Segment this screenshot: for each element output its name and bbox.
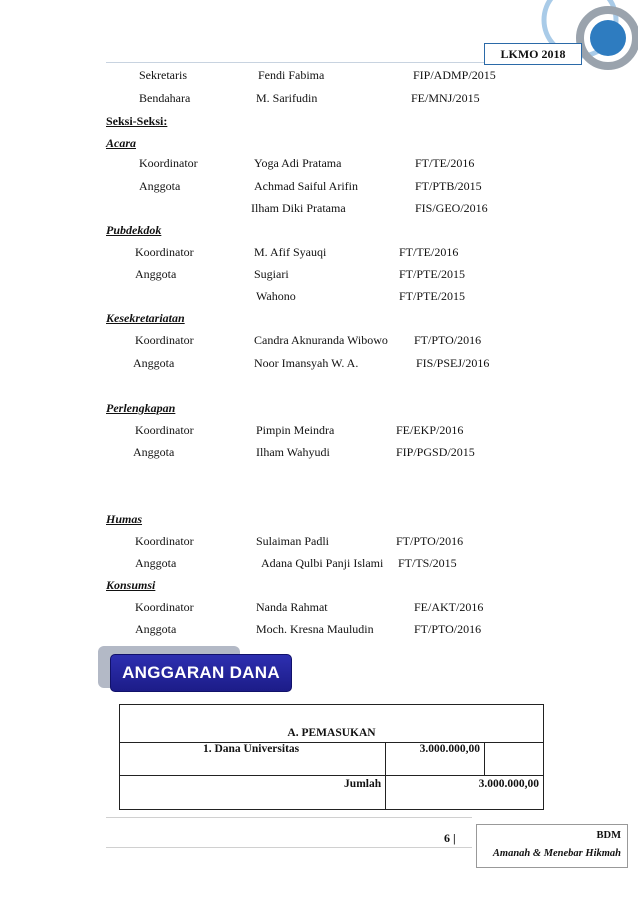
unit: FIP/ADMP/2015 xyxy=(413,68,496,82)
name: Sulaiman Padli xyxy=(256,534,329,548)
header-badge: LKMO 2018 xyxy=(484,43,582,65)
table-row xyxy=(120,776,544,810)
role: Sekretaris xyxy=(139,68,187,82)
empty-cell xyxy=(485,743,544,776)
member-row xyxy=(0,556,638,576)
name: Moch. Kresna Mauludin xyxy=(256,622,374,636)
unit: FT/PTE/2015 xyxy=(399,267,466,281)
unit: FT/PTB/2015 xyxy=(415,179,482,193)
member-row xyxy=(0,245,638,265)
member-row xyxy=(0,356,638,376)
unit: FIP/PGSD/2015 xyxy=(396,445,475,459)
footer-rule xyxy=(106,817,472,818)
member-row xyxy=(0,156,638,176)
role: Anggota xyxy=(135,622,177,636)
footer-box xyxy=(476,824,628,868)
section-title-perlengkapan: Perlengkapan xyxy=(106,401,176,415)
budget-table xyxy=(119,704,544,810)
section-title-kesekretariatan: Kesekretariatan xyxy=(106,311,185,325)
name: M. Sarifudin xyxy=(256,91,318,105)
unit: FT/PTE/2015 xyxy=(399,289,466,303)
committee-row xyxy=(0,91,638,111)
name: M. Afif Syauqi xyxy=(254,245,327,259)
name: Ilham Wahyudi xyxy=(256,445,330,459)
unit: FT/PTO/2016 xyxy=(396,534,464,548)
total-value: 3.000.000,00 xyxy=(386,776,544,810)
unit: FT/PTO/2016 xyxy=(414,622,482,636)
unit: FT/TE/2016 xyxy=(415,156,475,170)
role: Koordinator xyxy=(135,245,194,259)
role: Anggota xyxy=(135,556,177,570)
name: Fendi Fabima xyxy=(258,68,325,82)
role: Koordinator xyxy=(135,423,194,437)
name: Wahono xyxy=(256,289,296,303)
table-row xyxy=(120,743,544,776)
member-row xyxy=(0,289,638,309)
member-row xyxy=(0,333,638,353)
section-title-humas: Humas xyxy=(106,512,143,526)
role: Bendahara xyxy=(139,91,191,105)
committee-row xyxy=(0,68,638,88)
member-row xyxy=(0,600,638,620)
section-title-acara: Acara xyxy=(106,136,136,150)
role: Anggota xyxy=(135,267,177,281)
unit: FT/TE/2016 xyxy=(399,245,459,259)
section-banner: ANGGARAN DANA xyxy=(110,654,292,692)
unit: FIS/GEO/2016 xyxy=(415,201,488,215)
name: Achmad Saiful Arifin xyxy=(254,179,358,193)
name: Noor Imansyah W. A. xyxy=(254,356,359,370)
footer-org: BDM xyxy=(596,830,621,841)
page-number: 6 | xyxy=(444,831,456,845)
member-row xyxy=(0,267,638,287)
unit: FIS/PSEJ/2016 xyxy=(416,356,490,370)
unit: FE/AKT/2016 xyxy=(414,600,484,614)
footer-motto: Amanah & Menebar Hikmah xyxy=(492,848,621,859)
member-row xyxy=(0,201,638,221)
name: Adana Qulbi Panji Islami xyxy=(261,556,384,570)
seksi-heading: Seksi-Seksi: xyxy=(106,114,168,128)
unit: FE/MNJ/2015 xyxy=(411,91,480,105)
role: Koordinator xyxy=(135,534,194,548)
item-value: 3.000.000,00 xyxy=(386,743,485,776)
name: Nanda Rahmat xyxy=(256,600,328,614)
role: Anggota xyxy=(139,179,181,193)
member-row xyxy=(0,534,638,554)
role: Anggota xyxy=(133,356,175,370)
role: Koordinator xyxy=(135,333,194,347)
section-title-konsumsi: Konsumsi xyxy=(106,578,156,592)
item-label: 1. Dana Universitas xyxy=(120,743,386,776)
footer-rule xyxy=(106,847,472,848)
header-rule xyxy=(106,62,486,63)
unit: FE/EKP/2016 xyxy=(396,423,464,437)
name: Pimpin Meindra xyxy=(256,423,335,437)
role: Koordinator xyxy=(135,600,194,614)
role: Koordinator xyxy=(139,156,198,170)
member-row xyxy=(0,445,638,465)
unit: FT/TS/2015 xyxy=(398,556,457,570)
name: Ilham Diki Pratama xyxy=(251,201,346,215)
member-row xyxy=(0,423,638,443)
section-title-pubdekdok: Pubdekdok xyxy=(106,223,162,237)
budget-caption: A. PEMASUKAN xyxy=(120,705,544,743)
role: Anggota xyxy=(133,445,175,459)
member-row xyxy=(0,179,638,199)
total-label: Jumlah xyxy=(120,776,386,810)
name: Candra Aknuranda Wibowo xyxy=(254,333,388,347)
unit: FT/PTO/2016 xyxy=(414,333,482,347)
name: Yoga Adi Pratama xyxy=(254,156,342,170)
member-row xyxy=(0,622,638,642)
name: Sugiari xyxy=(254,267,289,281)
